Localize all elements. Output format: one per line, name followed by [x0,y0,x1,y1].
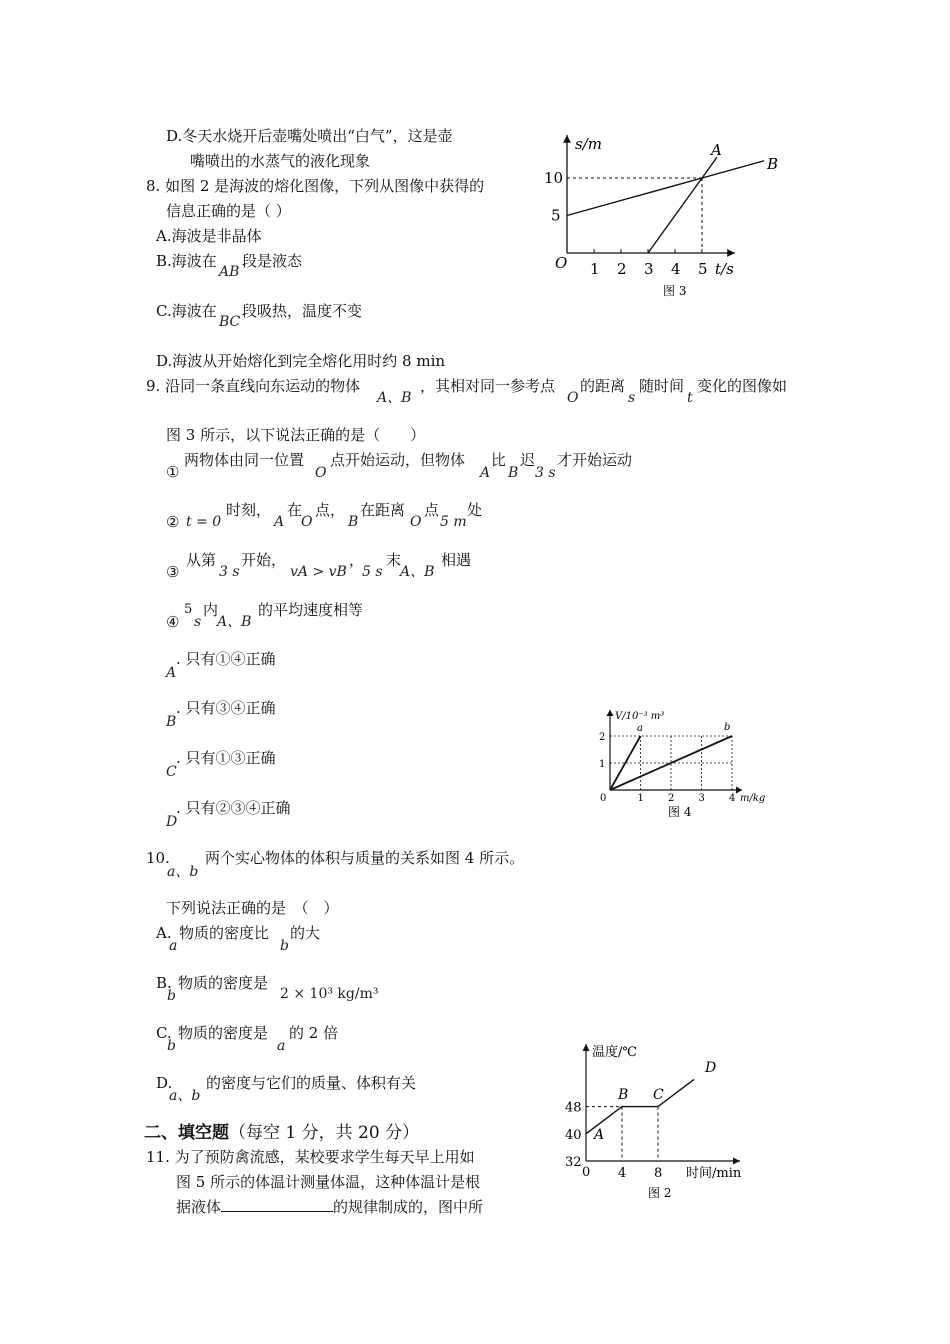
q9-s3-v: vA > vB [290,564,347,580]
q10-option-c-mid: 物质的密度是 [178,1024,269,1042]
fig3-xtick-label: 4 [671,260,681,278]
q9-s3-text-e: 相遇 [441,551,472,569]
q8-option-b-suffix: 段是液态 [242,252,303,270]
fig3-series-a [648,157,717,253]
q10-stem-line2: 下列说法正确的是 （ ） [166,899,339,917]
q9-s4-text-a: 内 [203,601,219,619]
fig3-xtick-label: 2 [617,260,627,278]
q9-s2-B: B [348,514,359,530]
q8-option-a: A.海波是非晶体 [156,227,262,245]
q10-option-b-mid: 物质的密度是 [178,974,269,992]
fig4-xtick-label: 1 [637,793,644,804]
fig2-series-line [586,1079,694,1133]
fig4-xtick-label: 4 [729,793,736,804]
q9-s3-text-b: 开始， [241,551,287,569]
section-2-heading [144,1122,419,1144]
figure-4-chart [590,705,770,825]
q9-s2-text-b: 在 [287,501,303,519]
q9-s1-3s: 3 s [535,465,556,481]
fig3-ytick-label: 10 [544,169,564,187]
q9-s1-text-d: 迟 [520,451,536,469]
q9-s1-mark: ① [166,463,180,481]
q10-option-d-var: a、b [169,1088,201,1104]
q9-s2-text-e: 点 [424,501,440,519]
q10-option-b-var: b [167,988,176,1004]
fig2-xlabel: 时间/min [686,1166,742,1181]
q10-option-c-suffix: 的 2 倍 [289,1024,339,1042]
q9-s2-A: A [274,514,285,530]
q9-s1-text-b: 点开始运动，但物体 [330,451,466,469]
q9-s1-text-a: 两物体由同一位置 [184,451,305,469]
q9-option-d: . 只有②③④正确 [176,799,291,817]
fig4-caption: 图 4 [668,805,692,819]
q10-option-a-var1: a [169,938,178,954]
q9-s4-mark: ④ [166,613,180,631]
fig4-ytick-label: 1 [599,759,606,770]
fig4-label-b: b [724,722,731,733]
fig4-ytick-label: 2 [599,732,606,743]
q8-option-c-var: BC [219,314,241,330]
fig4-ylabel: V/10⁻³ m³ [615,711,665,722]
q10-var-ab: a、b [167,864,199,880]
q9-s1-B: B [508,465,519,481]
q9-s1-o: O [315,465,327,481]
q9-s3-text-a: 从第 [186,551,217,569]
q9-stem-var-ab: A、B [377,390,412,406]
fig3-ytick-label: 5 [551,206,561,225]
figure-2-chart [560,1040,760,1205]
q9-s3-AB: A、B [400,564,435,580]
q9-stem-p3: 的距离 [580,377,626,395]
q9-s3-text-c: ， [349,551,365,569]
q10-number: 10. [146,849,170,867]
fig3-label-a: A [711,141,722,159]
q9-s2-text-c: 点， [315,501,346,519]
q9-s2-text-a: 时刻， [226,501,272,519]
q9-stem-line2: 图 3 所示，以下说法正确的是（ ） [166,426,426,444]
q8-stem-line1: 8. 如图 2 是海波的熔化图像，下列从图像中获得的 [146,177,485,195]
fig4-label-a: a [637,723,643,734]
q11-line1: 11. 为了预防禽流感，某校要求学生每天早上用如 [146,1148,475,1166]
q10-option-c-prefix: C. [156,1024,172,1042]
q10-option-c-var2: a [277,1038,286,1054]
q9-stem-var-s: s [628,390,636,406]
q9-s2-t0: t = 0 [186,514,222,530]
q9-s4-text-b: 的平均速度相等 [258,601,364,619]
q10-option-b-value: 2 × 10³ kg/m³ [280,986,379,1002]
fig2-ytick-label: 40 [565,1127,582,1143]
q8-option-d: D.海波从开始熔化到完全熔化用时约 8 min [156,352,446,370]
q9-option-c-letter: C [166,764,177,780]
q9-stem-var-t: t [687,390,693,406]
section-2-title: 二、填空题 [144,1123,229,1143]
fig2-label-d: D [705,1060,717,1076]
fig3-ylabel: s/m [575,135,602,153]
q10-option-c-var1: b [167,1038,176,1054]
q9-option-b: . 只有③④正确 [176,699,276,717]
fig2-caption: 图 2 [648,1186,672,1200]
q9-option-b-letter: B [166,714,177,730]
q9-s3-3s: 3 s [219,564,240,580]
fig3-series-b [567,161,764,216]
fig2-ytick-label: 48 [565,1100,582,1116]
fig2-label-a: A [594,1127,605,1143]
q9-s2-text-f: 处 [467,501,483,519]
fig2-origin: 0 [582,1165,591,1180]
q10-option-a-mid: 物质的密度比 [179,924,270,942]
fig4-xtick-label: 3 [698,793,705,804]
q10-option-a-prefix: A. [156,924,172,942]
q10-option-a-suffix: 的大 [290,924,321,942]
fig3-xtick-label: 5 [698,260,708,278]
fig3-origin: O [555,254,568,272]
fig3-xtick-label: 3 [644,260,654,278]
fig2-label-b: B [618,1087,629,1103]
q10-option-d-prefix: D. [156,1074,173,1092]
fig4-origin: 0 [600,793,607,804]
q9-s4-5: 5 [184,602,193,617]
q8-option-b: B.海波在 [156,252,217,270]
q11-line3: 据液体 的规律制成的，图中所 [176,1198,484,1216]
fig2-xtick-label: 8 [654,1166,663,1181]
q11-line2: 图 5 所示的体温计测量体温，这种体温计是根 [176,1173,481,1191]
q9-s4-AB: A、B [217,614,252,630]
q8-stem-line2: 信息正确的是（ ） [166,202,291,220]
fig4-xlabel: m/kg [740,793,766,804]
q10-option-d-suffix: 的密度与它们的质量、体积有关 [206,1074,417,1092]
figure-3-chart [535,125,795,305]
fig3-caption: 图 3 [663,284,687,298]
q9-stem-p1: 9. 沿同一条直线向东运动的物体 [146,377,361,395]
q9-s2-text-d: 在距离 [360,501,406,519]
q9-option-c: . 只有①③正确 [176,749,276,767]
fig2-ytick-label: 32 [565,1155,582,1170]
q8-option-b-var: AB [219,264,240,280]
section-2-note: （每空 1 分，共 20 分） [229,1123,420,1143]
q9-stem-p4: 随时间 [639,377,685,395]
q9-s1-text-c: 比 [491,451,507,469]
fig3-xlabel: t/s [715,260,734,278]
q7-option-d-line1: D.冬天水烧开后壶嘴处喷出“白气”，这是壶 [166,127,453,145]
q9-option-a-letter: A [166,665,177,681]
fig2-ylabel: 温度/℃ [592,1045,637,1060]
fig3-label-b: B [767,155,779,173]
q9-option-a: . 只有①④正确 [176,650,276,668]
fig4-xtick-label: 2 [668,793,675,804]
q9-option-d-letter: D [166,814,178,830]
q10-option-a-var2: b [280,938,289,954]
q8-option-c: C.海波在 [156,302,217,320]
q8-option-c-suffix: 段吸热，温度不变 [242,302,363,320]
q10-stem: 两个实心物体的体积与质量的关系如图 4 所示。 [205,849,525,867]
q9-s3-text-d: 末 [386,551,402,569]
q9-s1-text-e: 才开始运动 [557,451,633,469]
q10-option-b-prefix: B. [156,974,172,992]
fig2-label-c: C [653,1087,664,1103]
fig2-xtick-label: 4 [618,1166,627,1181]
q11-answer-blank[interactable] [221,1197,333,1212]
q9-s2-5m: 5 m [440,514,467,530]
q9-s2-O2: O [410,514,422,530]
q9-stem-var-o: O [567,390,579,406]
q9-s3-mark: ③ [166,563,180,581]
q9-s1-A: A [480,465,491,481]
q7-option-d-line2: 嘴喷出的水蒸气的液化现象 [190,152,371,170]
q9-stem-p5: 变化的图像如 [697,377,788,395]
fig3-xtick-label: 1 [590,260,600,278]
q9-stem-p2: ，其相对同一参考点 [420,377,556,395]
q9-s4-s: s [194,614,202,630]
q9-s2-mark: ② [166,513,180,531]
q9-s2-O: O [301,514,313,530]
q9-s3-5s: 5 s [362,564,383,580]
